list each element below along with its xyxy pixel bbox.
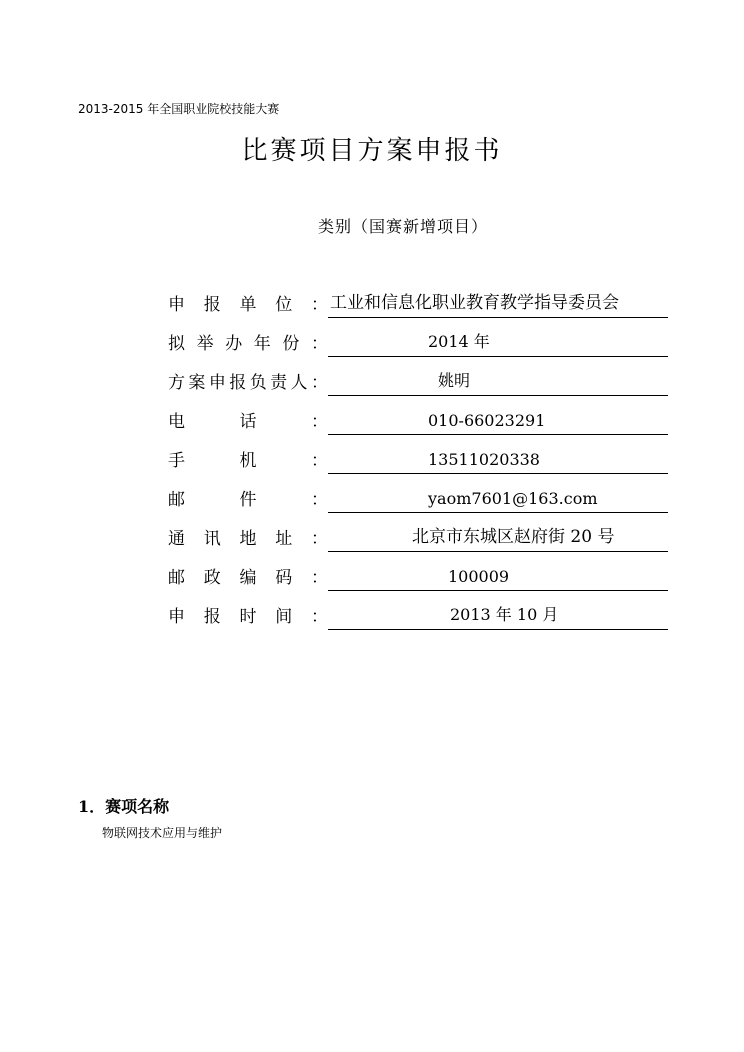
header-note: 2013-2015 年全国职业院校技能大赛	[78, 102, 280, 116]
label-char: 报	[203, 295, 221, 315]
field-date	[168, 600, 668, 630]
field-value	[328, 525, 668, 552]
field-value-text: 工业和信息化职业教育教学指导委员会	[330, 293, 619, 313]
label-char: ：	[311, 295, 328, 315]
label-char: ：	[311, 490, 328, 510]
field-value-text: yaom7601@163.com	[428, 489, 598, 508]
field-year	[168, 327, 668, 357]
label-char: 机	[239, 451, 257, 471]
field-label	[168, 485, 328, 510]
field-label	[168, 563, 328, 588]
field-value	[328, 408, 668, 435]
field-value	[328, 603, 668, 630]
label-char: 单	[239, 295, 257, 315]
label-char: ：	[311, 607, 328, 627]
label-char: 政	[203, 568, 221, 588]
field-label	[168, 290, 328, 315]
label-char: 通	[168, 529, 185, 549]
page-title: 比赛项目方案申报书	[241, 136, 503, 166]
label-char: 手	[168, 451, 185, 471]
label-char: ：	[311, 451, 328, 471]
field-email	[168, 483, 668, 513]
field-mobile	[168, 444, 668, 474]
field-value	[328, 330, 668, 357]
label-char: 编	[239, 568, 257, 588]
field-value-text: 2013 年 10 月	[450, 605, 559, 624]
field-value-text: 姚明	[438, 371, 471, 390]
label-char: ：	[311, 568, 328, 588]
label-char: 申	[168, 607, 185, 627]
field-responsible	[168, 366, 668, 396]
section-body: 物联网技术应用与维护	[102, 826, 223, 840]
label-char: 报	[229, 373, 247, 393]
field-value-text: 13511020338	[428, 450, 540, 469]
field-address	[168, 522, 668, 552]
label-char: 申	[208, 373, 226, 393]
field-value-text: 北京市东城区赵府街 20 号	[412, 527, 615, 547]
label-char: 码	[275, 568, 293, 588]
label-char: 人	[290, 373, 308, 393]
label-char: 方	[168, 373, 185, 393]
label-char: 责	[270, 373, 288, 393]
label-char: 份	[282, 334, 300, 354]
label-char: 讯	[203, 529, 221, 549]
label-char: 办	[225, 334, 243, 354]
label-char: 举	[196, 334, 214, 354]
field-phone	[168, 405, 668, 435]
label-char: 邮	[168, 568, 185, 588]
label-char: 申	[168, 295, 185, 315]
field-value-text: 2014 年	[428, 332, 490, 351]
label-char: ：	[310, 373, 328, 393]
field-value	[328, 447, 668, 474]
field-label	[168, 368, 328, 393]
field-label	[168, 407, 328, 432]
field-value	[328, 369, 668, 396]
label-char: 址	[275, 529, 293, 549]
field-value	[328, 291, 668, 318]
label-char: ：	[311, 412, 328, 432]
label-char: ：	[310, 334, 328, 354]
field-applicant-unit	[168, 288, 668, 318]
category-label: 类别（国赛新增项目）	[318, 217, 489, 236]
label-char: ：	[311, 529, 328, 549]
label-char: 间	[275, 607, 293, 627]
label-char: 件	[239, 490, 257, 510]
label-char: 邮	[168, 490, 185, 510]
field-value	[328, 486, 668, 513]
field-postcode	[168, 561, 668, 591]
section-heading: 1．赛项名称	[78, 797, 170, 816]
label-char: 时	[239, 607, 257, 627]
label-char: 地	[239, 529, 257, 549]
field-label	[168, 329, 328, 354]
label-char: 位	[275, 295, 293, 315]
label-char: 报	[203, 607, 221, 627]
field-value-text: 010-66023291	[428, 411, 546, 430]
label-char: 话	[239, 412, 257, 432]
label-char: 案	[188, 373, 206, 393]
label-char: 年	[253, 334, 271, 354]
field-value-text: 100009	[448, 567, 510, 586]
label-char: 负	[249, 373, 267, 393]
field-value	[328, 564, 668, 591]
label-char: 电	[168, 412, 185, 432]
field-label	[168, 524, 328, 549]
field-label	[168, 602, 328, 627]
field-label	[168, 446, 328, 471]
label-char: 拟	[168, 334, 185, 354]
